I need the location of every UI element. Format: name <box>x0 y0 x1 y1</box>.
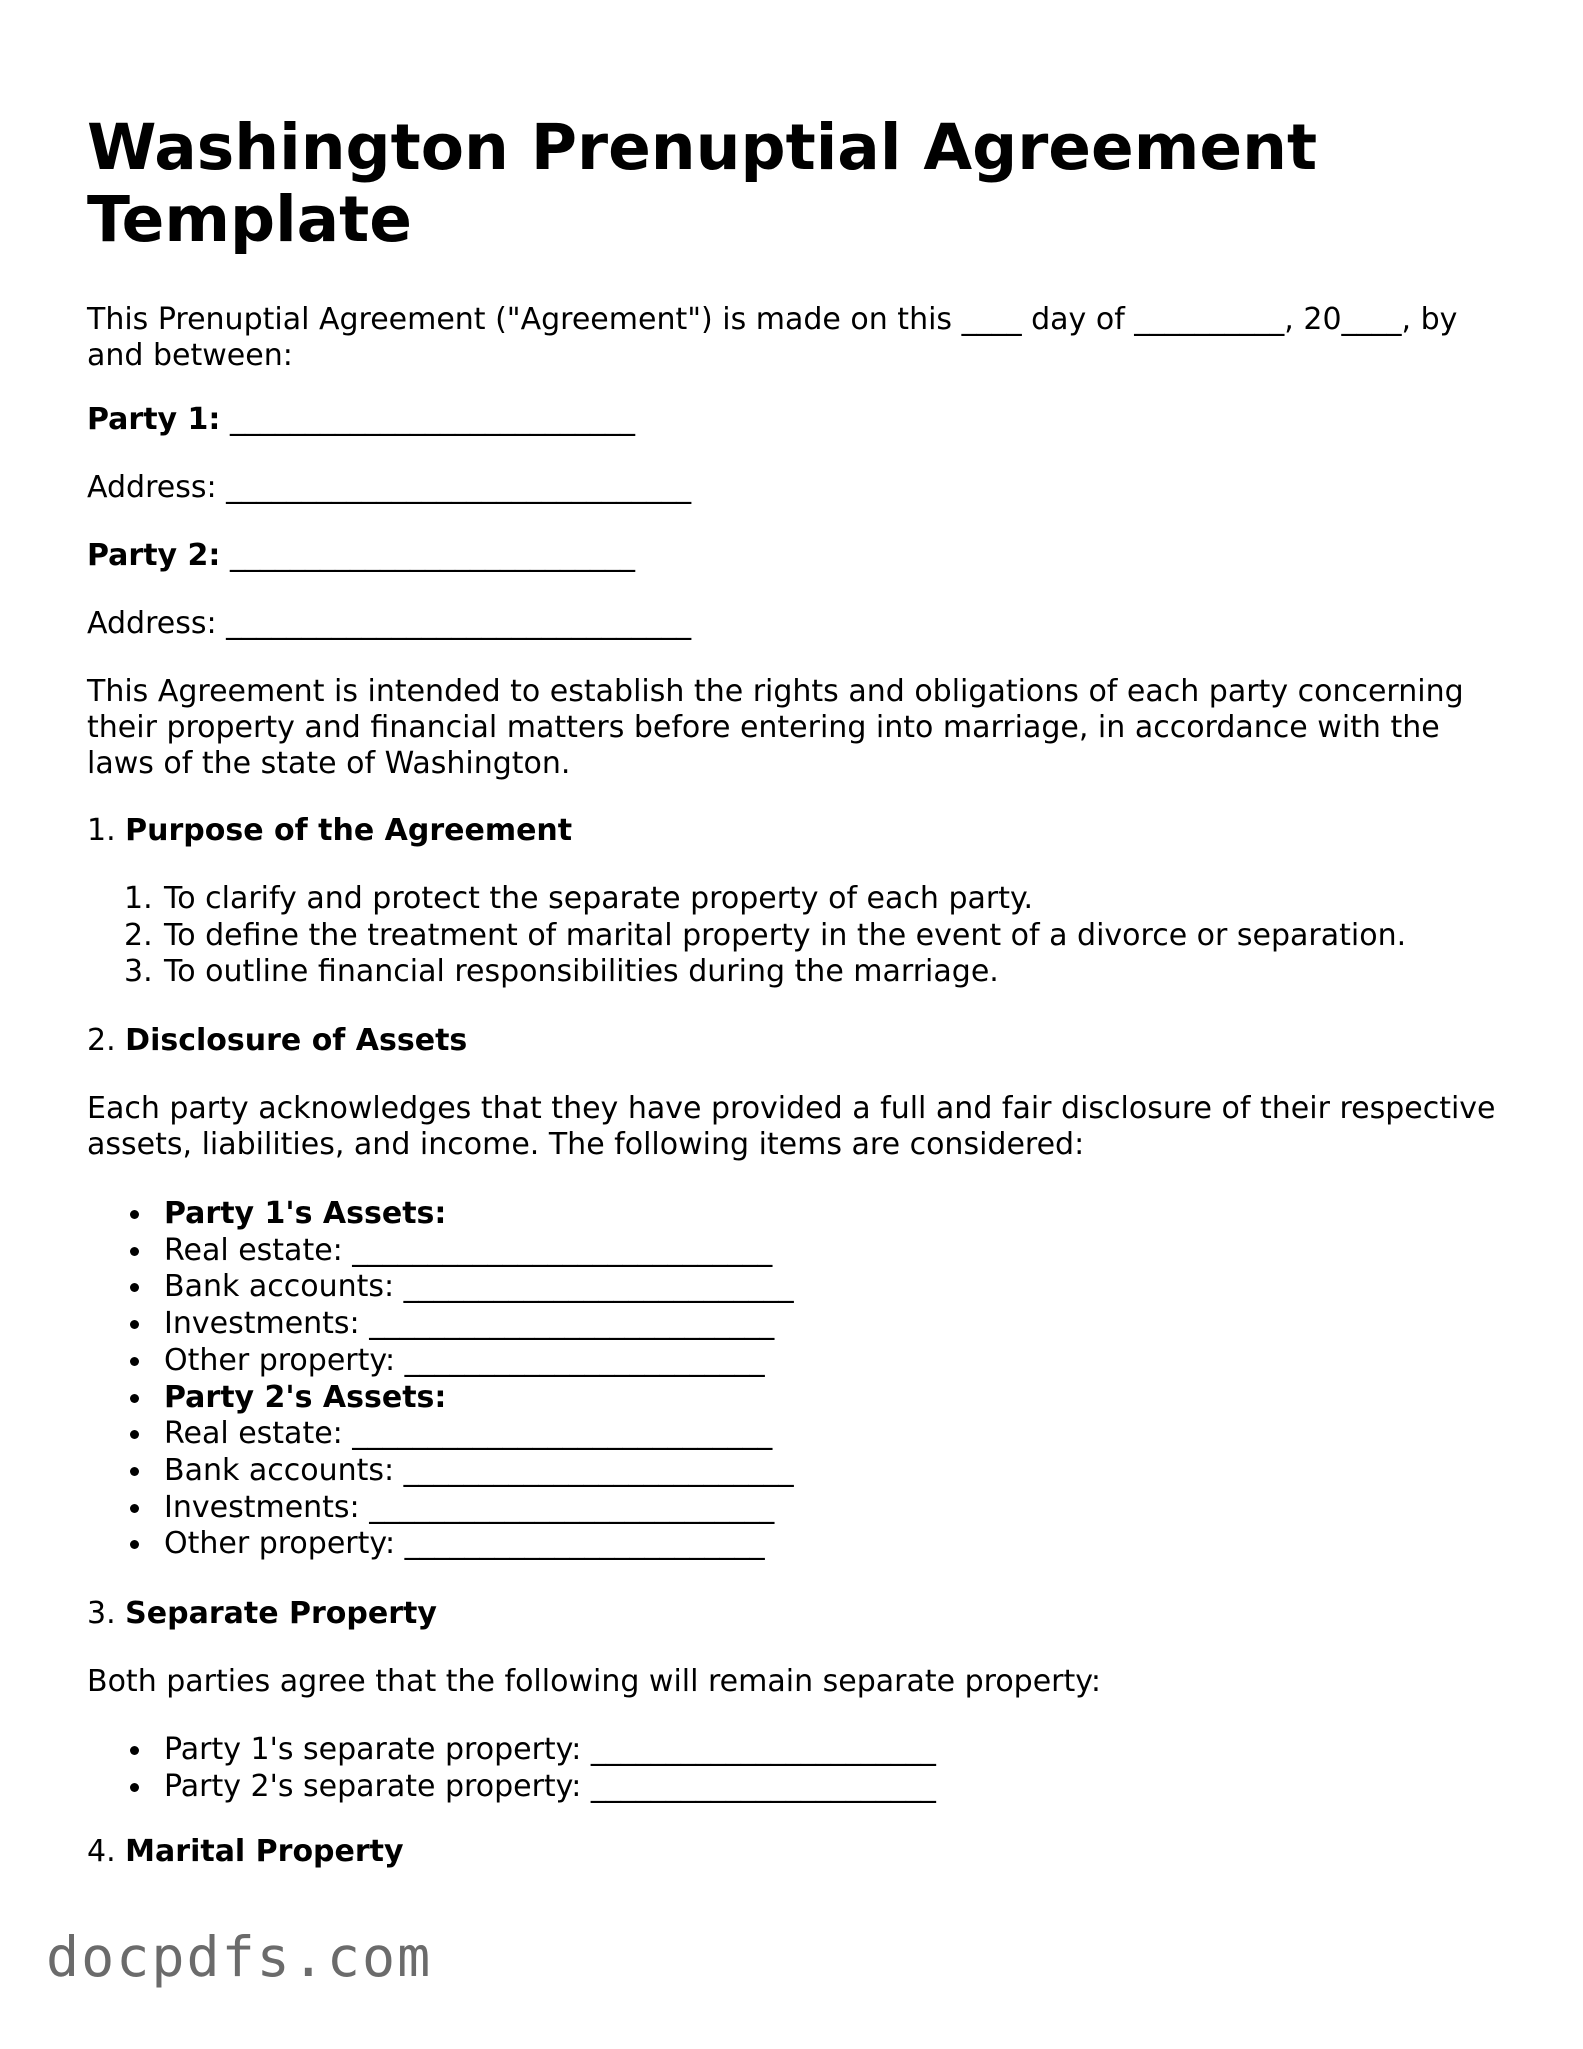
separate-paragraph: Both parties agree that the following will remain separate property: <box>87 1664 1101 1699</box>
bullet-icon <box>130 1247 139 1256</box>
bullet-icon <box>130 1283 139 1292</box>
section-2-number: 2. <box>87 1023 116 1058</box>
section-1-heading <box>87 813 572 849</box>
intent-paragraph: This Agreement is intended to establish the rights and obligations of each party concerning their property and financial matters before entering into marriage, in accordance with the laws of the state of Washington. <box>87 674 1464 781</box>
list-item: Bank accounts: __________________________ <box>87 1453 794 1490</box>
watermark-logo: docpdfs.com <box>46 1925 433 1989</box>
list-number: 3. <box>124 954 153 990</box>
list-item: Other property: ________________________ <box>87 1526 794 1563</box>
section-4-title: Marital Property <box>125 1834 404 1869</box>
list-item: Other property: ________________________ <box>87 1343 794 1380</box>
document-title: Washington Prenuptial Agreement Template <box>87 111 1318 256</box>
section-3-number: 3. <box>87 1596 116 1631</box>
list-text: To clarify and protect the separate property of each party. <box>164 881 1033 916</box>
bullet-icon <box>130 1746 139 1755</box>
list-item: Party 2's separate property: _______________________ <box>87 1769 936 1806</box>
list-number: 1. <box>124 881 153 916</box>
bullet-icon <box>130 1320 139 1329</box>
list-item: Party 1's separate property: _______________________ <box>87 1732 936 1769</box>
list-number: 2. <box>124 917 153 953</box>
list-item: Party 1's Assets: <box>87 1196 794 1233</box>
list-item <box>87 918 1406 955</box>
disclosure-paragraph: Each party acknowledges that they have provided a full and fair disclosure of their respective assets, liabilities, and income. The following items are considered: <box>87 1091 1496 1162</box>
section-2-title: Disclosure of Assets <box>125 1023 468 1058</box>
bullet-icon <box>130 1504 139 1513</box>
assets-list <box>87 1196 794 1563</box>
party-1-address-line <box>87 470 691 506</box>
intro-paragraph: This Prenuptial Agreement ("Agreement") is made on this ____ day of __________, 20____, by and between: <box>87 302 1458 373</box>
section-3-heading <box>87 1596 437 1632</box>
party-1-line <box>87 402 635 438</box>
section-3-title: Separate Property <box>125 1596 437 1631</box>
document-page <box>87 111 1507 1869</box>
separate-property-list <box>87 1732 936 1805</box>
list-item <box>87 954 1406 991</box>
party-1-address-blank: _______________________________ <box>216 470 692 505</box>
party-2-label: Party 2: <box>87 538 221 573</box>
list-item: Investments: ___________________________ <box>87 1490 794 1527</box>
section-1-number: 1. <box>87 813 116 848</box>
party-2-address-label: Address: <box>87 606 217 641</box>
purpose-list <box>87 881 1406 991</box>
section-2-heading <box>87 1023 467 1059</box>
list-item: Bank accounts: __________________________ <box>87 1269 794 1306</box>
bullet-icon <box>130 1430 139 1439</box>
list-item: Party 2's Assets: <box>87 1380 794 1417</box>
section-1-title: Purpose of the Agreement <box>125 813 573 848</box>
list-item <box>87 881 1406 918</box>
bullet-icon <box>130 1210 139 1219</box>
bullet-icon <box>130 1540 139 1549</box>
bullet-icon <box>130 1783 139 1792</box>
bullet-icon <box>130 1467 139 1476</box>
party-2-address-blank: _______________________________ <box>216 606 692 641</box>
party-2-line <box>87 538 635 574</box>
party-2-blank: ___________________________ <box>220 538 635 573</box>
section-4-number: 4. <box>87 1834 116 1869</box>
list-item: Real estate: ____________________________ <box>87 1416 794 1453</box>
party-1-blank: ___________________________ <box>220 402 635 437</box>
bullet-icon <box>130 1394 139 1403</box>
party-1-label: Party 1: <box>87 402 221 437</box>
list-item: Investments: ___________________________ <box>87 1306 794 1343</box>
party-2-address-line <box>87 606 691 642</box>
list-text: To define the treatment of marital property in the event of a divorce or separation. <box>164 917 1407 953</box>
party-1-address-label: Address: <box>87 470 217 505</box>
section-4-heading <box>87 1834 404 1870</box>
list-item: Real estate: ____________________________ <box>87 1233 794 1270</box>
bullet-icon <box>130 1357 139 1366</box>
list-text: To outline financial responsibilities during the marriage. <box>164 954 999 990</box>
